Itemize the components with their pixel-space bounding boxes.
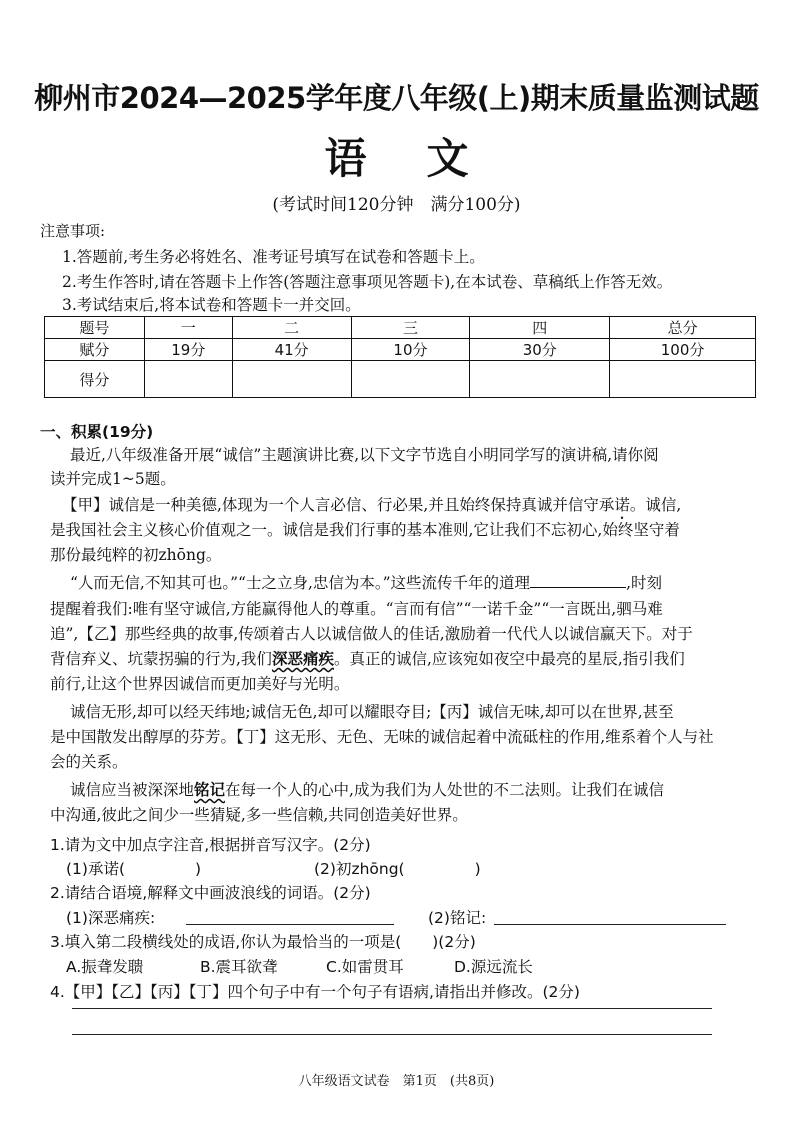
text-run: “人而无信,不知其可也。”“士之立身,忠信为本。”这些流传千年的道理 xyxy=(70,574,531,592)
score-entry-cell[interactable] xyxy=(144,361,232,398)
dotted-char: 诺 xyxy=(614,496,630,514)
text-line: 最近,八年级准备开展“诚信”主题演讲比赛,以下文字节选自小明同学写的演讲稿,请你阅 xyxy=(70,446,659,464)
notice-item: 3.考试结束后,将本试卷和答题卡一并交回。 xyxy=(62,296,361,314)
option-a[interactable]: A.振聋发聩 xyxy=(66,958,144,976)
option-c[interactable]: C.如雷贯耳 xyxy=(326,958,404,976)
text-line: 是中国散发出醇厚的芬芳。【丁】这无形、无色、无味的诚信起着中流砥柱的作用,维系着个人与社 xyxy=(50,728,714,746)
wavy-term: 铭记 xyxy=(194,780,226,799)
score-table-points-row xyxy=(45,339,756,361)
table-cell: 总分 xyxy=(610,317,756,339)
table-cell: 41分 xyxy=(232,339,351,361)
text-line: 追”,【乙】那些经典的故事,传颂着古人以诚信做人的佳话,激励着一代代人以诚信赢天下。对于 xyxy=(50,625,693,643)
text-line xyxy=(50,545,221,565)
table-cell: 19分 xyxy=(144,339,232,361)
text-run: 诚信应当被深深地 xyxy=(70,781,195,799)
answer-line[interactable] xyxy=(186,924,394,925)
answer-line[interactable] xyxy=(72,1034,712,1035)
table-cell: 题号 xyxy=(45,317,145,339)
page-title: 柳州市2024—2025学年度八年级(上)期末质量监测试题 xyxy=(34,81,759,115)
text-run: ) xyxy=(474,860,481,878)
fill-blank[interactable] xyxy=(530,573,626,588)
text-run: 【甲】诚信是一种美德,体现为一个人言必信、行必果,并且始终保持真诚并信守承 xyxy=(62,496,615,514)
text-line xyxy=(70,573,662,593)
text-run: 。诚信, xyxy=(629,496,682,514)
answer-blank[interactable] xyxy=(66,857,201,879)
score-table-score-row xyxy=(45,361,756,398)
wavy-term: 深恶痛疾 xyxy=(271,649,334,668)
text-run: ,时刻 xyxy=(626,574,662,592)
table-cell: 10分 xyxy=(351,339,470,361)
option-b[interactable]: B.震耳欲聋 xyxy=(200,958,278,976)
table-cell: 100分 xyxy=(610,339,756,361)
exam-info: (考试时间120分钟 满分100分) xyxy=(272,195,521,215)
text-run: ) xyxy=(195,860,202,878)
text-line: 会的关系。 xyxy=(50,753,128,771)
notice-item: 1.答题前,考生务必将姓名、准考证号填写在试卷和答题卡上。 xyxy=(62,248,485,266)
text-run: 背信弃义、坑蒙拐骗的行为,我们 xyxy=(50,650,272,668)
answer-label: (1)深恶痛疾: xyxy=(66,909,156,927)
notice-title: 注意事项: xyxy=(40,222,106,240)
question-stem: 3.填入第二段横线处的成语,你认为最恰当的一项是( )(2分) xyxy=(50,933,476,951)
option-d[interactable]: D.源远流长 xyxy=(454,958,533,976)
text-line: 中沟通,彼此之间少一些猜疑,多一些信赖,共同创造美好世界。 xyxy=(50,806,468,824)
table-cell: 三 xyxy=(351,317,470,339)
answer-line[interactable] xyxy=(72,1008,712,1009)
text-run: 在每一个人的心中,成为我们为人处世的不二法则。让我们在诚信 xyxy=(225,781,664,799)
table-cell: 二 xyxy=(232,317,351,339)
text-line: 读并完成1~5题。 xyxy=(50,470,176,488)
score-entry-cell[interactable] xyxy=(351,361,470,398)
score-entry-cell[interactable] xyxy=(232,361,351,398)
text-line: 提醒着我们:唯有坚守诚信,方能赢得他人的尊重。“言而有信”“一诺千金”“一言既出,驷马难 xyxy=(50,600,663,618)
table-cell: 赋分 xyxy=(45,339,145,361)
score-table-header-row xyxy=(45,317,756,339)
section-title: 一、积累(19分) xyxy=(40,423,154,441)
table-cell: 30分 xyxy=(470,339,610,361)
text-line: 是我国社会主义核心价值观之一。诚信是我们行事的基本准则,它让我们不忘初心,始终坚守着 xyxy=(50,521,680,539)
answer-line[interactable] xyxy=(494,924,726,925)
question-stem: 2.请结合语境,解释文中画波浪线的词语。(2分) xyxy=(50,884,371,902)
page-footer: 八年级语文试卷 第1页 (共8页) xyxy=(298,1074,495,1089)
text-run: (2)初zhōng( xyxy=(314,860,405,878)
text-run: 那份最纯粹的初zhōng。 xyxy=(50,546,222,564)
score-entry-cell[interactable] xyxy=(470,361,610,398)
answer-blank[interactable] xyxy=(314,857,481,879)
text-run: 。真正的诚信,应该宛如夜空中最亮的星辰,指引我们 xyxy=(333,650,685,668)
table-cell: 一 xyxy=(144,317,232,339)
score-table xyxy=(44,316,756,398)
question-stem: 4.【甲】【乙】【丙】【丁】四个句子中有一个句子有语病,请指出并修改。(2分) xyxy=(50,983,580,1001)
score-entry-cell[interactable] xyxy=(610,361,756,398)
subject-title: 语文 xyxy=(324,134,529,183)
text-line xyxy=(62,495,681,523)
text-run: (1)承诺( xyxy=(66,860,126,878)
text-line xyxy=(50,649,685,669)
text-line xyxy=(70,780,664,800)
answer-label: (2)铭记: xyxy=(428,909,487,927)
table-cell: 得分 xyxy=(45,361,145,398)
question-stem: 1.请为文中加点字注音,根据拼音写汉字。(2分) xyxy=(50,836,371,854)
table-cell: 四 xyxy=(470,317,610,339)
text-line: 前行,让这个世界因诚信而更加美好与光明。 xyxy=(50,675,350,693)
notice-item: 2.考生作答时,请在答题卡上作答(答题注意事项见答题卡),在本试卷、草稿纸上作答无效。 xyxy=(62,273,673,291)
text-line: 诚信无形,却可以经天纬地;诚信无色,却可以耀眼夺目;【丙】诚信无味,却可以在世界,甚至 xyxy=(70,703,674,721)
